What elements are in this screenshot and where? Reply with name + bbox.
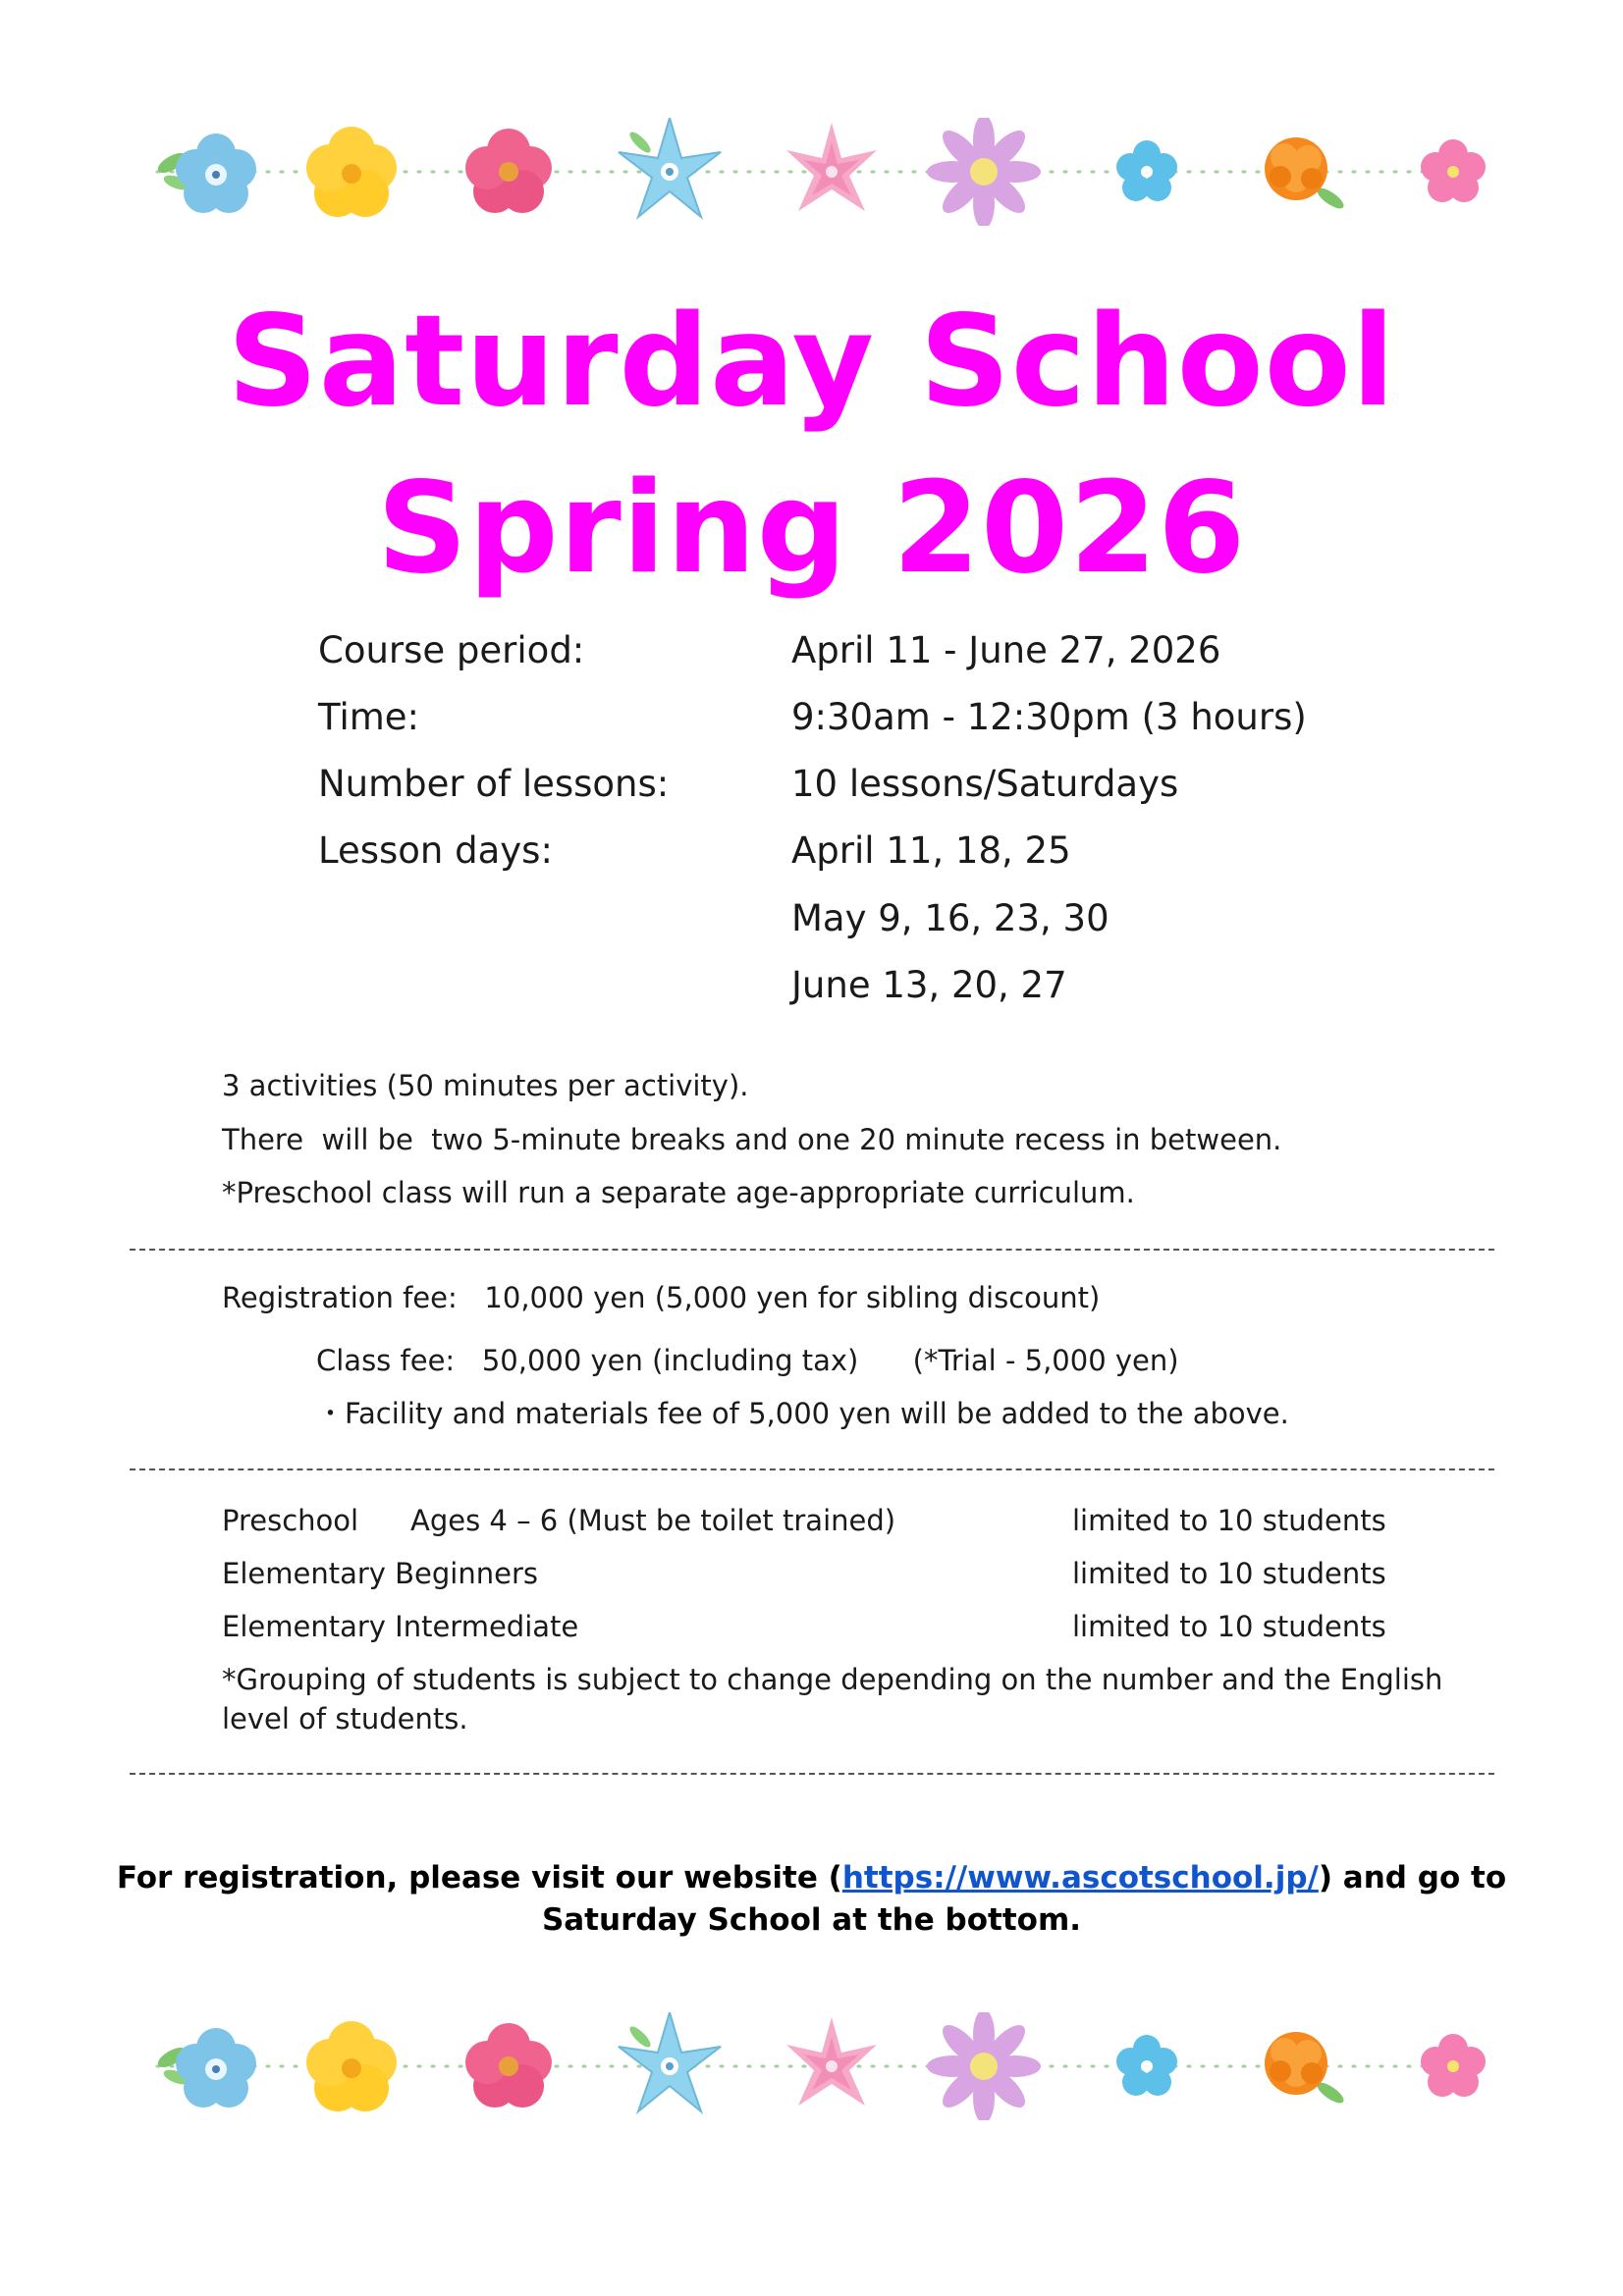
yellow-flower-icon xyxy=(306,127,397,217)
class-preschool-ages: Ages 4 – 6 (Must be toilet trained) xyxy=(410,1504,896,1537)
course-period-value: April 11 - June 27, 2026 xyxy=(791,629,1221,671)
facility-fee-note: ・Facility and materials fee of 5,000 yen will be added to the above. xyxy=(316,1397,1289,1430)
number-of-lessons-label: Number of lessons: xyxy=(318,763,670,805)
flower-garland-bottom-svg xyxy=(128,2012,1512,2120)
preschool-curriculum-note: *Preschool class will run a separate age-appropriate curriculum. xyxy=(222,1176,1135,1209)
class-elementary-intermediate-name: Elementary Intermediate xyxy=(222,1610,579,1643)
class-elementary-beginners-name: Elementary Beginners xyxy=(222,1557,538,1590)
flower-garland-top xyxy=(128,118,1512,226)
lesson-days-label: Lesson days: xyxy=(318,829,553,872)
registration-instructions-prefix: For registration, please visit our website ( xyxy=(116,1860,842,1896)
class-preschool-name: Preschool xyxy=(222,1504,359,1537)
pink-flower-icon xyxy=(465,2023,552,2108)
pink-lily-icon xyxy=(786,123,877,211)
grouping-note-line-1: *Grouping of students is subject to change depending on the number and the English xyxy=(222,1663,1443,1696)
yellow-flower-icon xyxy=(306,2021,397,2111)
light-blue-flower-icon xyxy=(1116,140,1177,201)
pink-small-flower-icon xyxy=(1421,139,1486,202)
registration-fee: Registration fee: 10,000 yen (5,000 yen for sibling discount) xyxy=(222,1281,1101,1314)
light-blue-flower-icon xyxy=(1116,2035,1177,2096)
orange-marigold-icon xyxy=(1265,2032,1347,2107)
time-label: Time: xyxy=(318,696,420,738)
lesson-days-may: May 9, 16, 23, 30 xyxy=(791,897,1109,939)
blue-flower-icon xyxy=(155,133,256,213)
title-line-1: Saturday School xyxy=(227,289,1396,435)
breaks-line: There will be two 5-minute breaks and one 20 minute recess in between. xyxy=(222,1123,1282,1156)
title-line-2: Spring 2026 xyxy=(376,455,1247,602)
pink-flower-icon xyxy=(465,129,552,213)
flower-garland-bottom xyxy=(128,2012,1512,2120)
divider-1 xyxy=(130,1249,1494,1251)
blue-star-flower-icon xyxy=(619,118,721,217)
registration-instructions xyxy=(0,1857,1623,1943)
registration-instructions-suffix: ) and go to xyxy=(1318,1860,1507,1896)
class-fee: Class fee: 50,000 yen (including tax) (*Trial - 5,000 yen) xyxy=(316,1344,1179,1377)
lesson-days-april: April 11, 18, 25 xyxy=(791,829,1071,872)
purple-flower-icon xyxy=(927,2012,1041,2120)
class-elementary-intermediate-limit: limited to 10 students xyxy=(1072,1610,1386,1643)
pink-small-flower-icon xyxy=(1421,2034,1486,2097)
grouping-note-line-2: level of students. xyxy=(222,1702,468,1735)
course-period-label: Course period: xyxy=(318,629,585,671)
activities-line: 3 activities (50 minutes per activity). xyxy=(222,1069,749,1102)
number-of-lessons-value: 10 lessons/Saturdays xyxy=(791,763,1179,805)
registration-instructions-line-2: Saturday School at the bottom. xyxy=(541,1902,1082,1939)
time-value: 9:30am - 12:30pm (3 hours) xyxy=(791,696,1307,738)
divider-3 xyxy=(130,1773,1494,1775)
blue-star-flower-icon xyxy=(619,2012,721,2111)
school-website-link[interactable]: https://www.ascotschool.jp/ xyxy=(841,1860,1319,1896)
divider-2 xyxy=(130,1468,1494,1470)
flower-garland-top-svg xyxy=(128,118,1512,226)
blue-flower-icon xyxy=(155,2028,256,2108)
lesson-days-june: June 13, 20, 27 xyxy=(791,964,1067,1006)
purple-flower-icon xyxy=(927,118,1041,226)
orange-marigold-icon xyxy=(1265,137,1347,212)
pink-lily-icon xyxy=(786,2017,877,2106)
class-preschool-limit: limited to 10 students xyxy=(1072,1504,1386,1537)
class-elementary-beginners-limit: limited to 10 students xyxy=(1072,1557,1386,1590)
